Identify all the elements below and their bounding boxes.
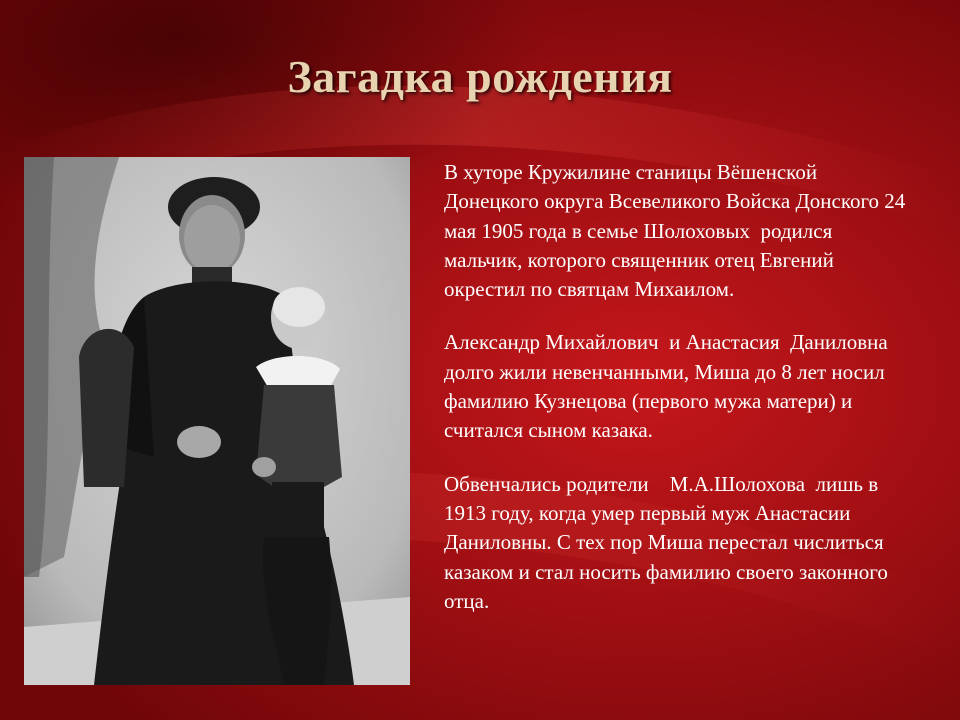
- family-portrait-photo: [24, 157, 410, 685]
- paragraph-parents: Александр Михайлович и Анастасия Даниловна долго жили невенчанными, Миша до 8 лет носил фамилию Кузнецова (первого мужа матери) и считался сыном казака.: [444, 330, 893, 443]
- portrait-illustration: [24, 157, 410, 685]
- slide-title: Загадка рождения: [287, 51, 673, 102]
- biography-text: [444, 158, 914, 640]
- paragraph-birth: В хуторе Кружилине станицы Вёшенской Донецкого округа Всевеликого Войска Донского 24 мая 1905 года в семье Шолоховых родился мальчик, которого священник отец Евгений окрестил по святцам Михаилом.: [444, 160, 911, 302]
- paragraph-wedding: Обвенчались родители М.А.Шолохова лишь в 1913 году, когда умер первый муж Анастасии Даниловны. С тех пор Миша перестал числиться казаком и стал носить фамилию своего законного отца.: [444, 471, 894, 613]
